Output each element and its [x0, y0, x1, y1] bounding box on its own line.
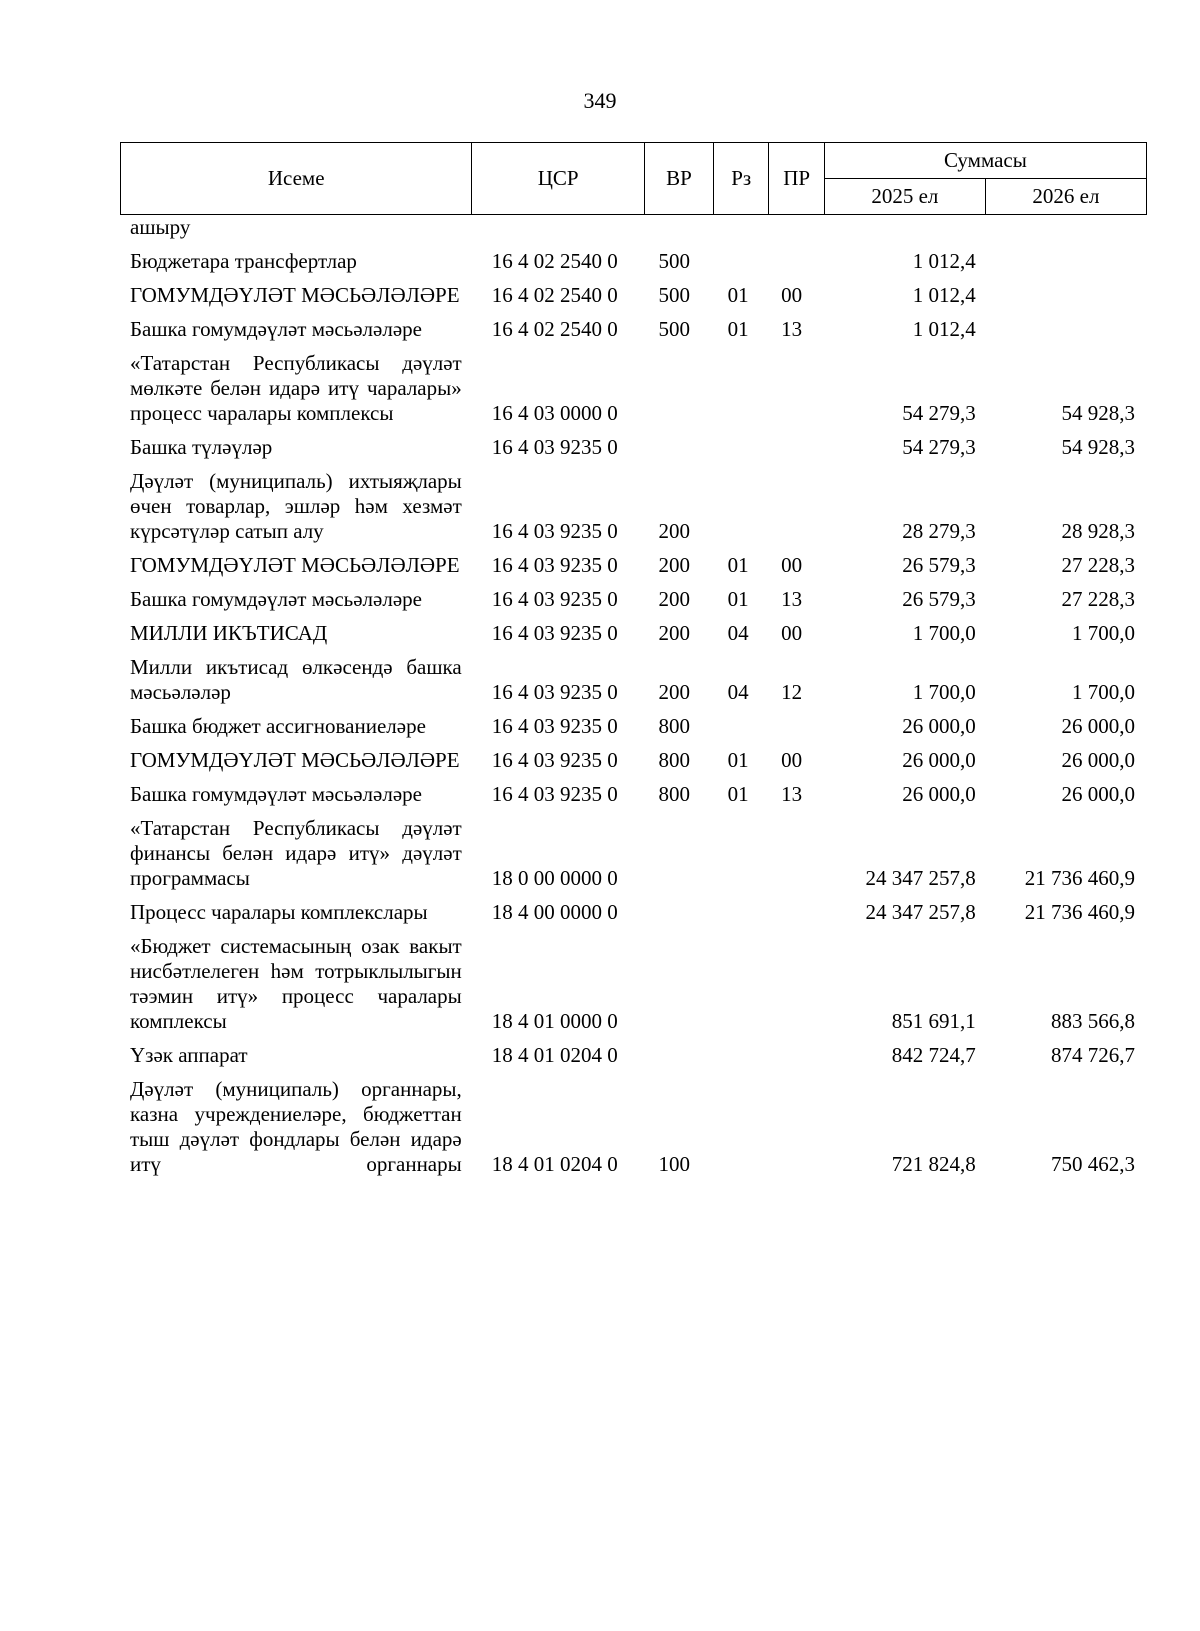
row-sum-2025: 1 700,0 — [912, 621, 976, 645]
row-pr — [769, 929, 824, 1038]
row-rz: 04 — [727, 621, 749, 645]
row-sum-2025: 1 012,4 — [912, 249, 976, 273]
row-pr: 13 — [781, 587, 803, 611]
row-sum-2026: 883 566,8 — [1051, 1009, 1135, 1033]
row-csr — [472, 215, 645, 244]
row-sum-2026 — [986, 244, 1147, 278]
row-sum-2026 — [986, 312, 1147, 346]
table-row — [120, 1072, 1147, 1181]
row-pr — [769, 244, 824, 278]
header-pr: ПР — [769, 143, 824, 215]
row-sum-2025: 1 700,0 — [912, 680, 976, 704]
row-pr — [769, 215, 824, 244]
row-vr: 800 — [658, 748, 690, 772]
row-sum-2025: 28 279,3 — [902, 519, 976, 543]
row-vr: 200 — [658, 621, 690, 645]
table-header — [120, 142, 1147, 215]
row-sum-2025: 1 012,4 — [912, 317, 976, 341]
row-name: МИЛЛИ ИКЪТИСАД — [130, 621, 328, 645]
row-csr: 16 4 02 2540 0 — [491, 283, 618, 307]
row-rz — [714, 811, 769, 895]
header-csr: ЦСР — [472, 143, 645, 215]
row-sum-2026: 21 736 460,9 — [1024, 900, 1135, 924]
row-name: Башка гомумдәүләт мәсьәләләре — [130, 782, 422, 806]
row-rz — [714, 430, 769, 464]
row-name: Башка түләүләр — [130, 435, 273, 459]
table-row — [120, 312, 1147, 346]
row-csr: 16 4 03 9235 0 — [491, 782, 618, 806]
row-vr: 500 — [658, 317, 690, 341]
header-year-2026: 2026 ел — [985, 179, 1146, 215]
row-name: «Татарстан Республикасы дәүләт мөлкәте белән идарә итү чаралары» процесс чаралары комплексы — [130, 351, 462, 425]
row-csr: 18 0 00 0000 0 — [491, 866, 618, 890]
row-pr: 00 — [781, 621, 803, 645]
table-row — [120, 215, 1147, 244]
table-row — [120, 548, 1147, 582]
row-vr — [644, 811, 713, 895]
table-row — [120, 346, 1147, 430]
row-vr: 800 — [658, 714, 690, 738]
row-rz — [714, 895, 769, 929]
row-sum-2025: 721 824,8 — [891, 1152, 976, 1176]
row-csr: 18 4 01 0204 0 — [491, 1152, 618, 1176]
page-number: 349 — [583, 88, 617, 113]
row-pr — [769, 811, 824, 895]
row-sum-2025: 26 000,0 — [902, 714, 976, 738]
row-csr: 18 4 00 0000 0 — [491, 900, 618, 924]
row-csr: 16 4 02 2540 0 — [491, 249, 618, 273]
table-row — [120, 811, 1147, 895]
row-sum-2026: 1 700,0 — [1072, 680, 1135, 704]
row-pr — [769, 430, 824, 464]
row-rz: 01 — [727, 748, 749, 772]
row-pr: 00 — [781, 553, 803, 577]
row-rz: 01 — [727, 283, 749, 307]
row-pr — [769, 709, 824, 743]
row-pr: 00 — [781, 283, 803, 307]
row-vr: 500 — [658, 283, 690, 307]
table-row — [120, 278, 1147, 312]
table-row — [120, 616, 1147, 650]
row-rz — [714, 709, 769, 743]
row-rz — [714, 346, 769, 430]
row-sum-2026: 54 928,3 — [1061, 435, 1135, 459]
row-rz — [714, 929, 769, 1038]
row-name: ГОМУМДӘҮЛӘТ МӘСЬӘЛӘЛӘРЕ — [130, 748, 460, 772]
row-csr: 16 4 03 9235 0 — [491, 621, 618, 645]
table-body — [120, 215, 1147, 1181]
row-sum-2025: 54 279,3 — [902, 435, 976, 459]
row-sum-2026: 26 000,0 — [1061, 748, 1135, 772]
header-name: Исеме — [121, 143, 472, 215]
table-row — [120, 929, 1147, 1038]
row-rz: 01 — [727, 317, 749, 341]
row-pr — [769, 1038, 824, 1072]
row-csr: 16 4 03 0000 0 — [491, 401, 618, 425]
row-vr — [644, 215, 713, 244]
row-name: Процесс чаралары комплекслары — [130, 900, 428, 924]
row-vr: 200 — [658, 553, 690, 577]
row-pr — [769, 464, 824, 548]
row-csr: 16 4 03 9235 0 — [491, 435, 618, 459]
row-vr: 200 — [658, 519, 690, 543]
row-vr — [644, 346, 713, 430]
table-row — [120, 430, 1147, 464]
row-pr — [769, 895, 824, 929]
header-rz: Рз — [713, 143, 768, 215]
row-sum-2026: 27 228,3 — [1061, 553, 1135, 577]
table-row — [120, 709, 1147, 743]
row-name: «Бюджет системасының озак вакыт нисбәтлелеген һәм тотрыклылыгын тәэмин итү» процесс чаралары комплексы — [130, 934, 462, 1033]
table-row — [120, 777, 1147, 811]
row-vr — [644, 895, 713, 929]
row-vr: 200 — [658, 587, 690, 611]
row-sum-2026: 21 736 460,9 — [1024, 866, 1135, 890]
row-vr: 100 — [658, 1152, 690, 1176]
table-row — [120, 464, 1147, 548]
row-name: Бюджетара трансфертлар — [130, 249, 357, 273]
row-csr: 16 4 03 9235 0 — [491, 587, 618, 611]
row-sum-2026: 27 228,3 — [1061, 587, 1135, 611]
table-row — [120, 650, 1147, 709]
row-name: Башка гомумдәүләт мәсьәләләре — [130, 587, 422, 611]
row-sum-2025: 54 279,3 — [902, 401, 976, 425]
row-csr: 16 4 03 9235 0 — [491, 714, 618, 738]
row-sum-2025: 1 012,4 — [912, 283, 976, 307]
table-row — [120, 743, 1147, 777]
row-csr: 18 4 01 0000 0 — [491, 1009, 618, 1033]
row-vr — [644, 430, 713, 464]
table-row — [120, 895, 1147, 929]
row-sum-2026: 54 928,3 — [1061, 401, 1135, 425]
header-year-2025: 2025 ел — [824, 179, 985, 215]
row-sum-2025: 26 579,3 — [902, 587, 976, 611]
row-csr: 16 4 03 9235 0 — [491, 680, 618, 704]
row-rz — [714, 1038, 769, 1072]
row-csr: 16 4 03 9235 0 — [491, 519, 618, 543]
row-sum-2026: 26 000,0 — [1061, 714, 1135, 738]
row-vr: 200 — [658, 680, 690, 704]
row-pr: 13 — [781, 317, 803, 341]
row-name: Милли икътисад өлкәсендә башка мәсьәләләр — [130, 655, 462, 704]
row-rz: 01 — [727, 553, 749, 577]
header-sums: Суммасы — [824, 143, 1146, 179]
table-row — [120, 1038, 1147, 1072]
table-row — [120, 244, 1147, 278]
row-sum-2025: 851 691,1 — [891, 1009, 976, 1033]
row-sum-2026 — [986, 278, 1147, 312]
row-csr: 16 4 02 2540 0 — [491, 317, 618, 341]
row-vr: 500 — [658, 249, 690, 273]
row-vr: 800 — [658, 782, 690, 806]
row-name: «Татарстан Республикасы дәүләт финансы белән идарә итү» дәүләт программасы — [130, 816, 462, 890]
row-sum-2025 — [825, 215, 986, 244]
row-sum-2025: 26 579,3 — [902, 553, 976, 577]
row-name: Үзәк аппарат — [130, 1043, 248, 1067]
row-rz — [714, 215, 769, 244]
row-sum-2025: 26 000,0 — [902, 782, 976, 806]
row-name: Башка бюджет ассигнованиеләре — [130, 714, 426, 738]
table-row — [120, 582, 1147, 616]
row-sum-2025: 24 347 257,8 — [865, 900, 976, 924]
row-rz: 01 — [727, 782, 749, 806]
row-name: Дәүләт (муниципаль) органнары, казна учреждениеләре, бюджеттан тыш дәүләт фондлары белән идарә итү органнары — [130, 1077, 462, 1176]
row-csr: 18 4 01 0204 0 — [491, 1043, 618, 1067]
row-pr: 00 — [781, 748, 803, 772]
row-sum-2026: 1 700,0 — [1072, 621, 1135, 645]
row-rz: 01 — [727, 587, 749, 611]
row-sum-2025: 26 000,0 — [902, 748, 976, 772]
row-csr: 16 4 03 9235 0 — [491, 748, 618, 772]
row-name: ГОМУМДӘҮЛӘТ МӘСЬӘЛӘЛӘРЕ — [130, 283, 460, 307]
row-pr: 13 — [781, 782, 803, 806]
row-sum-2026: 750 462,3 — [1051, 1152, 1135, 1176]
row-pr: 12 — [781, 680, 803, 704]
row-pr — [769, 346, 824, 430]
row-csr: 16 4 03 9235 0 — [491, 553, 618, 577]
row-vr — [644, 1038, 713, 1072]
row-name: Дәүләт (муниципаль) ихтыяҗлары өчен товарлар, эшләр һәм хезмәт күрсәтүләр сатып алу — [130, 469, 462, 543]
row-rz — [714, 244, 769, 278]
row-sum-2026: 28 928,3 — [1061, 519, 1135, 543]
row-sum-2025: 24 347 257,8 — [865, 866, 976, 890]
row-name: ашыру — [130, 215, 191, 239]
row-name: ГОМУМДӘҮЛӘТ МӘСЬӘЛӘЛӘРЕ — [130, 553, 460, 577]
row-vr — [644, 929, 713, 1038]
row-rz: 04 — [727, 680, 749, 704]
header-vr: ВР — [644, 143, 713, 215]
row-sum-2026 — [986, 215, 1147, 244]
row-sum-2026: 26 000,0 — [1061, 782, 1135, 806]
row-pr — [769, 1072, 824, 1181]
row-rz — [714, 464, 769, 548]
row-sum-2025: 842 724,7 — [891, 1043, 976, 1067]
row-rz — [714, 1072, 769, 1181]
row-sum-2026: 874 726,7 — [1051, 1043, 1135, 1067]
row-name: Башка гомумдәүләт мәсьәләләре — [130, 317, 422, 341]
